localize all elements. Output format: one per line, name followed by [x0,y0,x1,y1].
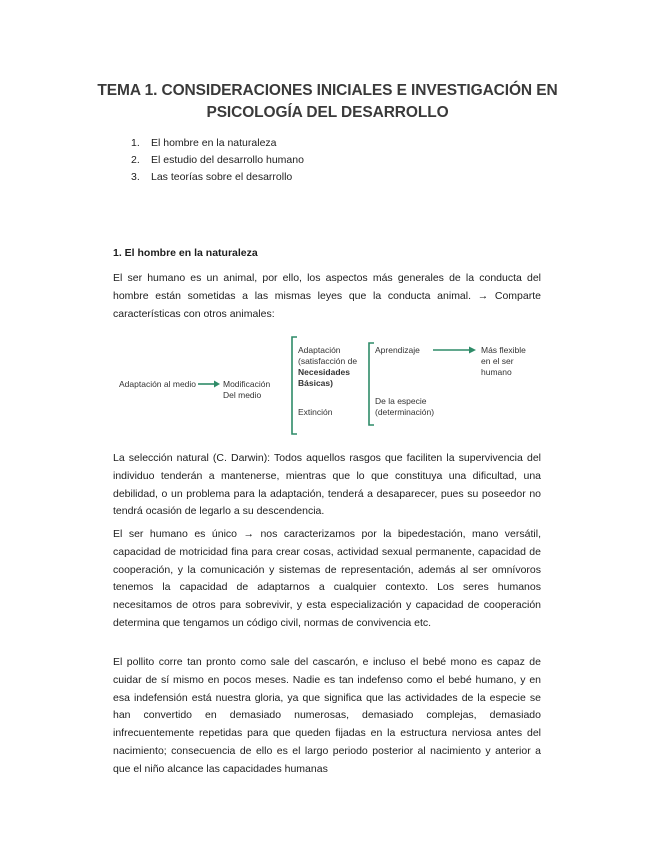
toc-item-label: Las teorías sobre el desarrollo [151,171,293,183]
diagram-flexible-line-1: Más flexible [481,345,526,355]
paragraph-intro: El ser humano es un animal, por ello, los aspectos más generales de la conducta del hombre están sometidas a las mismas leyes que la conducta animal. → Comparte características con otros animales: [113,272,541,320]
diagram-flexible-line-2: en el ser [481,356,514,366]
diagram-start-label: Adaptación al medio [119,379,197,389]
paragraph-natural-selection: La selección natural (C. Darwin): Todos aquellos rasgos que faciliten la supervivencia del individuo tenderán a mantenerse, mientras que lo que constituya una dificultad, una debilidad, o un problema para la adaptación, tenderá a desaparecer, pues su poseedor no tendrá ocasión de legarlo a su descendencia. [113,452,541,518]
title-line-2: PSICOLOGÍA DEL DESARROLLO [206,104,449,121]
toc-item-number: 3. [131,171,140,183]
diagram-adaptation-line-3: Necesidades [298,367,350,377]
toc-item [131,169,304,186]
toc-item-number: 1. [131,137,140,149]
table-of-contents [131,135,304,186]
title-line-1: TEMA 1. CONSIDERACIONES INICIALES E INVESTIGACIÓN EN [97,82,558,99]
diagram-learning-label: Aprendizaje [375,345,420,355]
document-title [0,80,655,124]
diagram-extinction-label: Extinción [298,407,333,417]
arrow-head [214,381,220,388]
section-heading: 1. El hombre en la naturaleza [113,247,258,259]
diagram-species-line-2: (determinación) [375,407,435,417]
diagram-adaptation-line-4: Básicas) [298,378,333,388]
diagram-adaptation-line-2: (satisfacción de [298,356,358,366]
adaptation-diagram [110,335,550,440]
paragraph-human-unique: El ser humano es único → nos caracterizamos por la bipedestación, mano versátil, capacidad de motricidad fina para crear cosas, actividad sexual permanente, capacidad de cooperación, y la comunicación y sistemas de representación, además al ser omnívoros tenemos la capacidad de adaptarnos a cualquier contexto. Los seres humanos necesitamos de otros para sobrevivir, y esta especialización y capacidad de cooperación determina que tengamos un código civil, normas de convivencia etc. [113,528,541,629]
toc-item [131,152,304,169]
diagram-modification-line-1: Modificación [223,379,271,389]
toc-item [131,135,304,152]
diagram-adaptation-line-1: Adaptación [298,345,341,355]
bracket [292,337,297,434]
toc-item-label: El hombre en la naturaleza [151,137,277,149]
toc-item-number: 2. [131,154,140,166]
diagram-flexible-line-3: humano [481,367,512,377]
paragraph-helplessness: El pollito corre tan pronto como sale del cascarón, e incluso el bebé mono es capaz de cuidar de sí mismo en pocos meses. Nadie es tan indefenso como el bebé humano, y en esa indefensión está nuestra gloria, ya que significa que las actividades de la especie se han convertido en demasiado numerosas, demasiado complejas, demasiado infrecuentemente repetidas para que queden fijadas en la estructura nerviosa antes del nacimiento; consecuencia de ello es el largo periodo posterior al nacimiento y anterior a que el niño alcance las capacidades humanas [113,656,541,775]
bracket [369,343,374,425]
arrow-head [469,347,476,354]
diagram-species-line-1: De la especie [375,396,427,406]
diagram-modification-line-2: Del medio [223,390,262,400]
toc-item-label: El estudio del desarrollo humano [151,154,304,166]
